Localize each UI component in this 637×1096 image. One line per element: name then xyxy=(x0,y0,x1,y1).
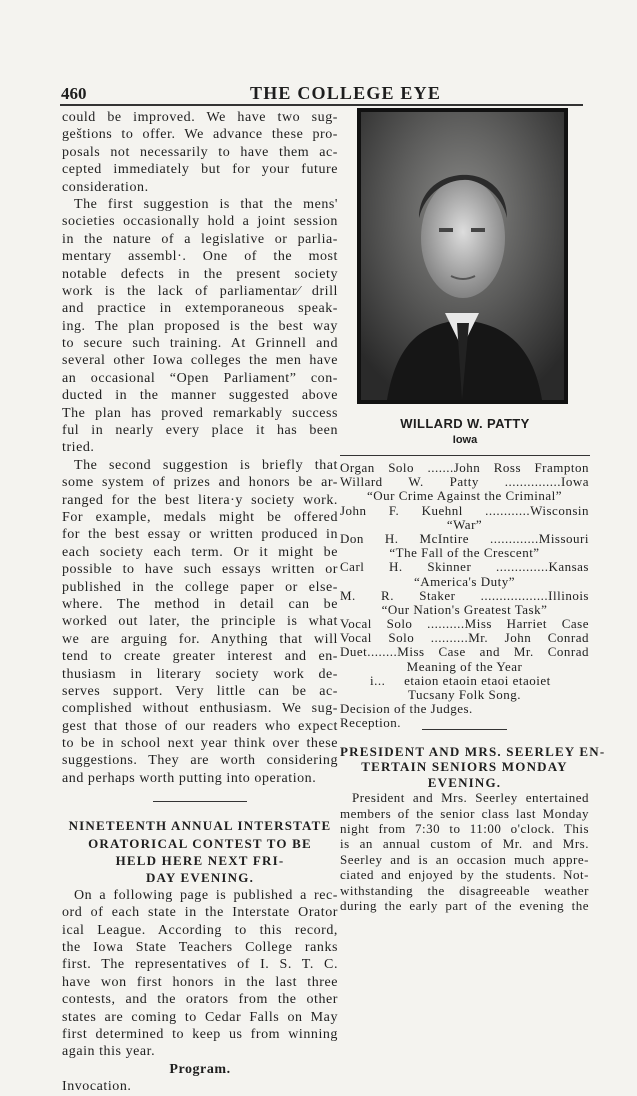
text-line: On a following page is published a rec- xyxy=(74,887,338,903)
text-line: ful in nearly every place it has been xyxy=(62,423,338,439)
left-column xyxy=(62,109,338,1095)
article-headline: PRESIDENT AND MRS. SEERLEY EN- xyxy=(340,744,606,759)
text-line: an occasional “Open Parliament” con- xyxy=(62,370,338,386)
text-line: gest that those of our readers who expect xyxy=(62,718,338,734)
article-headline: EVENING. xyxy=(427,774,502,790)
text-line: in the nature of a legislative or parlia- xyxy=(62,231,338,247)
text-line: is an annual custom of Mr. and Mrs. xyxy=(340,836,589,852)
program-item: i... etaion etaoin etaoi etaoiet xyxy=(370,672,551,688)
text-line: For example, medals might be offered xyxy=(62,509,338,525)
program-item: “Our Crime Against the Criminal” xyxy=(366,488,563,504)
text-line: mentary assembl·. One of the most xyxy=(62,249,338,265)
text-line: first determined to keep us from winning xyxy=(62,1026,338,1042)
text-line: President and Mrs. Seerley entertained xyxy=(352,790,589,806)
text-line: tried. xyxy=(62,440,95,456)
text-line: could be improved. We have two sug- xyxy=(62,110,338,125)
page-number: 460 xyxy=(61,84,87,103)
text-line: and practice in extemporaneous speak- xyxy=(62,301,338,317)
portrait-photo xyxy=(357,108,568,404)
program-item: Decision of the Judges. xyxy=(340,701,473,717)
text-line: complished without enthusiasm. We sug- xyxy=(62,701,338,717)
program-list xyxy=(340,461,589,731)
publication-title: THE COLLEGE EYE xyxy=(250,83,442,103)
divider xyxy=(340,716,589,744)
divider xyxy=(340,455,590,456)
article-headline: DAY EVENING. xyxy=(145,870,255,886)
text-line: Seerley and is an occasion much appre- xyxy=(340,851,589,867)
article-headline: ORATORICAL CONTEST TO BE xyxy=(88,835,312,851)
program-item: Vocal Solo ..........Miss Harriet Case xyxy=(340,616,589,632)
text-line: possible to have such essays written or xyxy=(62,562,338,578)
program-item: Vocal Solo ..........Mr. John Conrad xyxy=(340,630,589,646)
text-line: ciated and enjoyed by the students. Not- xyxy=(340,867,589,883)
text-line: to be in school next year think over these xyxy=(62,736,338,752)
text-line: consideration. xyxy=(62,179,149,195)
program-item: “War” xyxy=(446,516,483,532)
program-heading: Program. xyxy=(169,1061,231,1077)
text-line: again this year. xyxy=(62,1044,156,1060)
program-item: Don H. McIntire .............Missouri xyxy=(340,530,589,546)
text-line: to secure such training. At Grinnell and xyxy=(62,336,338,352)
text-line: members of the senior class last Monday xyxy=(340,805,589,821)
program-item: “Our Nation's Greatest Task” xyxy=(381,601,548,617)
text-line: withstanding the disagreeable weather xyxy=(340,882,589,898)
header-rule xyxy=(60,104,583,106)
program-item: Duet........Miss Case and Mr. Conrad xyxy=(340,644,589,660)
caption-name: WILLARD W. PATTY xyxy=(400,416,530,431)
text-line: notable defects in the present society xyxy=(62,266,338,282)
program-item: Reception. xyxy=(340,715,401,731)
program-item: “The Fall of the Crescent” xyxy=(389,545,540,561)
text-line: The second suggestion is briefly that xyxy=(74,457,338,473)
text-line: cepted immediately but for your future xyxy=(62,162,338,178)
article-headline: HELD HERE NEXT FRI- xyxy=(115,853,285,869)
text-line: posals not necessarily to have them ac- xyxy=(62,144,338,160)
text-line: worked out later, the principle is what xyxy=(62,614,338,630)
text-line: the Iowa State Teachers College ranks xyxy=(62,939,338,955)
text-line: tend to create greater interest and en- xyxy=(62,649,338,665)
text-line: first. The representatives of I. S. T. C. xyxy=(62,957,338,973)
text-line: The plan has proved remarkably success xyxy=(62,405,338,421)
text-line: states are coming to Cedar Falls on May xyxy=(62,1009,338,1025)
program-item: Tucsany Folk Song. xyxy=(408,687,521,702)
text-line: ord of each state in the Interstate Orator xyxy=(62,905,338,921)
text-line: for the best essay or written produced in xyxy=(62,527,338,543)
divider xyxy=(62,787,338,817)
article-headline: TERTAIN SENIORS MONDAY xyxy=(361,759,568,775)
text-line: during the early part of the evening the xyxy=(340,897,589,913)
text-line: suggestions. They are worth considering xyxy=(62,753,338,769)
divider-line xyxy=(153,801,247,802)
program-item: “America's Duty” xyxy=(414,573,515,589)
photo-caption xyxy=(340,416,590,446)
text-line: ing. The plan proposed is the best way xyxy=(62,318,338,334)
text-line: The first suggestion is that the mens' xyxy=(74,196,338,212)
program-item: Organ Solo .......John Ross Frampton xyxy=(340,460,589,475)
text-line: each society each term. Or it might be xyxy=(62,544,338,560)
program-item: M. R. Staker ..................Illinois xyxy=(340,587,589,603)
program-item: Meaning of the Year xyxy=(406,658,523,674)
text-line: work is the lack of parliamentar⁄ drill xyxy=(62,283,338,299)
text-line: have won first honors in the last three xyxy=(62,974,338,990)
text-line: night from 7:30 to 11:00 o'clock. This xyxy=(340,820,589,836)
text-line: where. The method in detail can be xyxy=(62,596,338,612)
text-line: ranged for the best litera·y society work. xyxy=(62,492,338,508)
program-item: Carl H. Skinner ..............Kansas xyxy=(340,559,589,575)
text-line: geštions to offer. We advance these pro- xyxy=(62,127,338,143)
program-item: Willard W. Patty ...............Iowa xyxy=(340,474,589,490)
text-line: ical League. According to this record, xyxy=(62,922,338,938)
text-line: several other Iowa colleges the men have xyxy=(62,353,338,369)
text-line: published in the college paper or else- xyxy=(62,579,338,595)
text-line: some system of prizes and honors be ar- xyxy=(62,475,338,491)
text-line: ducted in the manner suggested above xyxy=(62,388,338,404)
article-headline: NINETEENTH ANNUAL INTERSTATE xyxy=(68,818,332,834)
text-line: and perhaps worth putting into operation. xyxy=(62,770,317,786)
portrait-image xyxy=(357,108,568,404)
divider-line xyxy=(422,729,507,730)
right-article xyxy=(340,716,606,913)
program-item: Invocation. xyxy=(62,1079,132,1095)
text-line: contests, and the orators from the other xyxy=(62,992,338,1008)
text-line: we are arguing for. Anything that will xyxy=(62,631,338,647)
program-item: John F. Kuehnl ............Wisconsin xyxy=(340,502,589,518)
text-line: serves support. Very little can be ac- xyxy=(62,683,338,699)
caption-state: Iowa xyxy=(452,434,478,446)
text-line: societies occasionally hold a joint session xyxy=(62,214,338,230)
text-line: thusiasm in literary society work de- xyxy=(62,666,338,682)
